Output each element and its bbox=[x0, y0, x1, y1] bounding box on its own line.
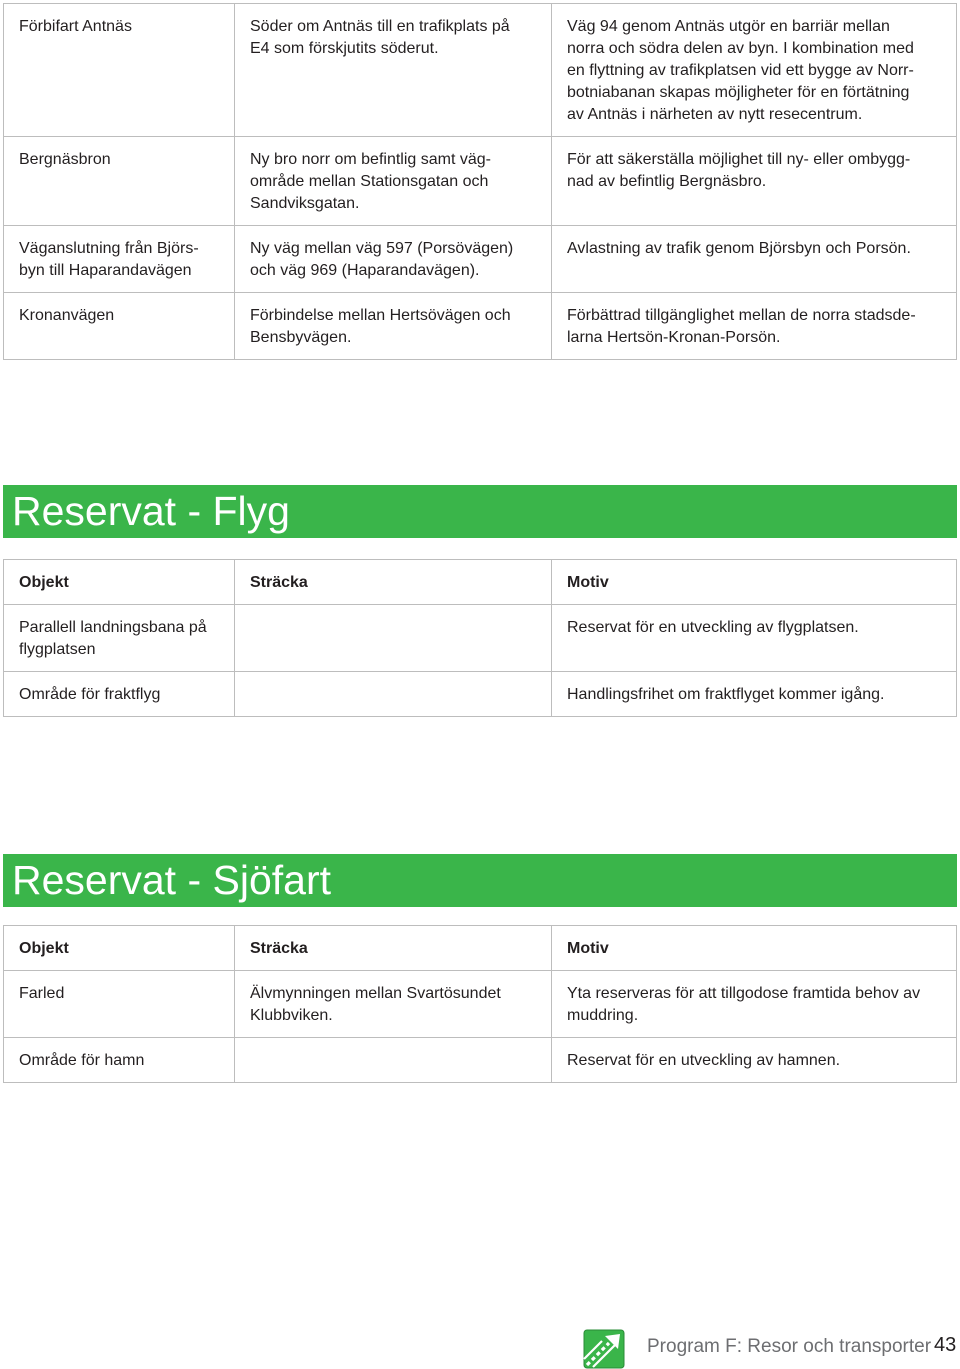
table-row bbox=[4, 672, 957, 717]
table-row bbox=[4, 1038, 957, 1083]
objekt-cell: Väganslutning från Björs- byn till Haparandavägen bbox=[4, 226, 235, 293]
footer-program-title: Program F: Resor och transporter bbox=[647, 1336, 932, 1357]
table-row bbox=[4, 293, 957, 360]
column-header-stracka: Sträcka bbox=[235, 926, 552, 971]
column-header-objekt: Objekt bbox=[4, 560, 235, 605]
objekt-cell: Bergnäsbron bbox=[4, 137, 235, 226]
stracka-cell: Ny väg mellan väg 597 (Porsövägen) och väg 969 (Haparandavägen). bbox=[235, 226, 552, 293]
sjofart-reservation-table bbox=[3, 925, 957, 1083]
stracka-cell bbox=[235, 1038, 552, 1083]
motiv-cell: För att säkerställa möjlighet till ny- eller ombygg- nad av befintlig Bergnäsbro. bbox=[552, 137, 957, 226]
motiv-cell: Handlingsfrihet om fraktflyget kommer igång. bbox=[552, 672, 957, 717]
roads-reservation-table bbox=[3, 3, 957, 360]
page-footer bbox=[582, 1326, 960, 1368]
table-header-row bbox=[4, 560, 957, 605]
motiv-cell: Reservat för en utveckling av hamnen. bbox=[552, 1038, 957, 1083]
objekt-cell: Område för hamn bbox=[4, 1038, 235, 1083]
motiv-cell: Väg 94 genom Antnäs utgör en barriär mellan norra och södra delen av byn. I kombination med en flyttning av trafikplatsen vid ett bygge av Norr- botniabanan skapas möjligheter för en förtätning av Antnäs i närheten av nytt resecentrum. bbox=[552, 4, 957, 137]
motiv-cell: Avlastning av trafik genom Björsbyn och Porsön. bbox=[552, 226, 957, 293]
column-header-objekt: Objekt bbox=[4, 926, 235, 971]
objekt-cell: Förbifart Antnäs bbox=[4, 4, 235, 137]
page-number: 43 bbox=[934, 1334, 957, 1356]
column-header-motiv: Motiv bbox=[552, 560, 957, 605]
stracka-cell: Älvmynningen mellan Svartösundet Klubbviken. bbox=[235, 971, 552, 1038]
column-header-motiv: Motiv bbox=[552, 926, 957, 971]
objekt-cell: Kronanvägen bbox=[4, 293, 235, 360]
table-header-row bbox=[4, 926, 957, 971]
green-road-arrow-icon bbox=[583, 1329, 625, 1369]
objekt-cell: Parallell landningsbana på flygplatsen bbox=[4, 605, 235, 672]
section-heading-sjofart: Reservat - Sjöfart bbox=[3, 854, 957, 907]
stracka-cell: Förbindelse mellan Hertsövägen och Bensbyvägen. bbox=[235, 293, 552, 360]
stracka-cell bbox=[235, 672, 552, 717]
stracka-cell: Ny bro norr om befintlig samt väg- område mellan Stationsgatan och Sandviksgatan. bbox=[235, 137, 552, 226]
motiv-cell: Reservat för en utveckling av flygplatsen. bbox=[552, 605, 957, 672]
objekt-cell: Område för fraktflyg bbox=[4, 672, 235, 717]
objekt-cell: Farled bbox=[4, 971, 235, 1038]
table-row bbox=[4, 971, 957, 1038]
table-row bbox=[4, 4, 957, 137]
column-header-stracka: Sträcka bbox=[235, 560, 552, 605]
flyg-reservation-table bbox=[3, 559, 957, 717]
section-heading-flyg: Reservat - Flyg bbox=[3, 485, 957, 538]
motiv-cell: Förbättrad tillgänglighet mellan de norra stadsde- larna Hertsön-Kronan-Porsön. bbox=[552, 293, 957, 360]
motiv-cell: Yta reserveras för att tillgodose framtida behov av muddring. bbox=[552, 971, 957, 1038]
table-row bbox=[4, 137, 957, 226]
table-row bbox=[4, 605, 957, 672]
stracka-cell bbox=[235, 605, 552, 672]
stracka-cell: Söder om Antnäs till en trafikplats på E4 som förskjutits söderut. bbox=[235, 4, 552, 137]
table-row bbox=[4, 226, 957, 293]
